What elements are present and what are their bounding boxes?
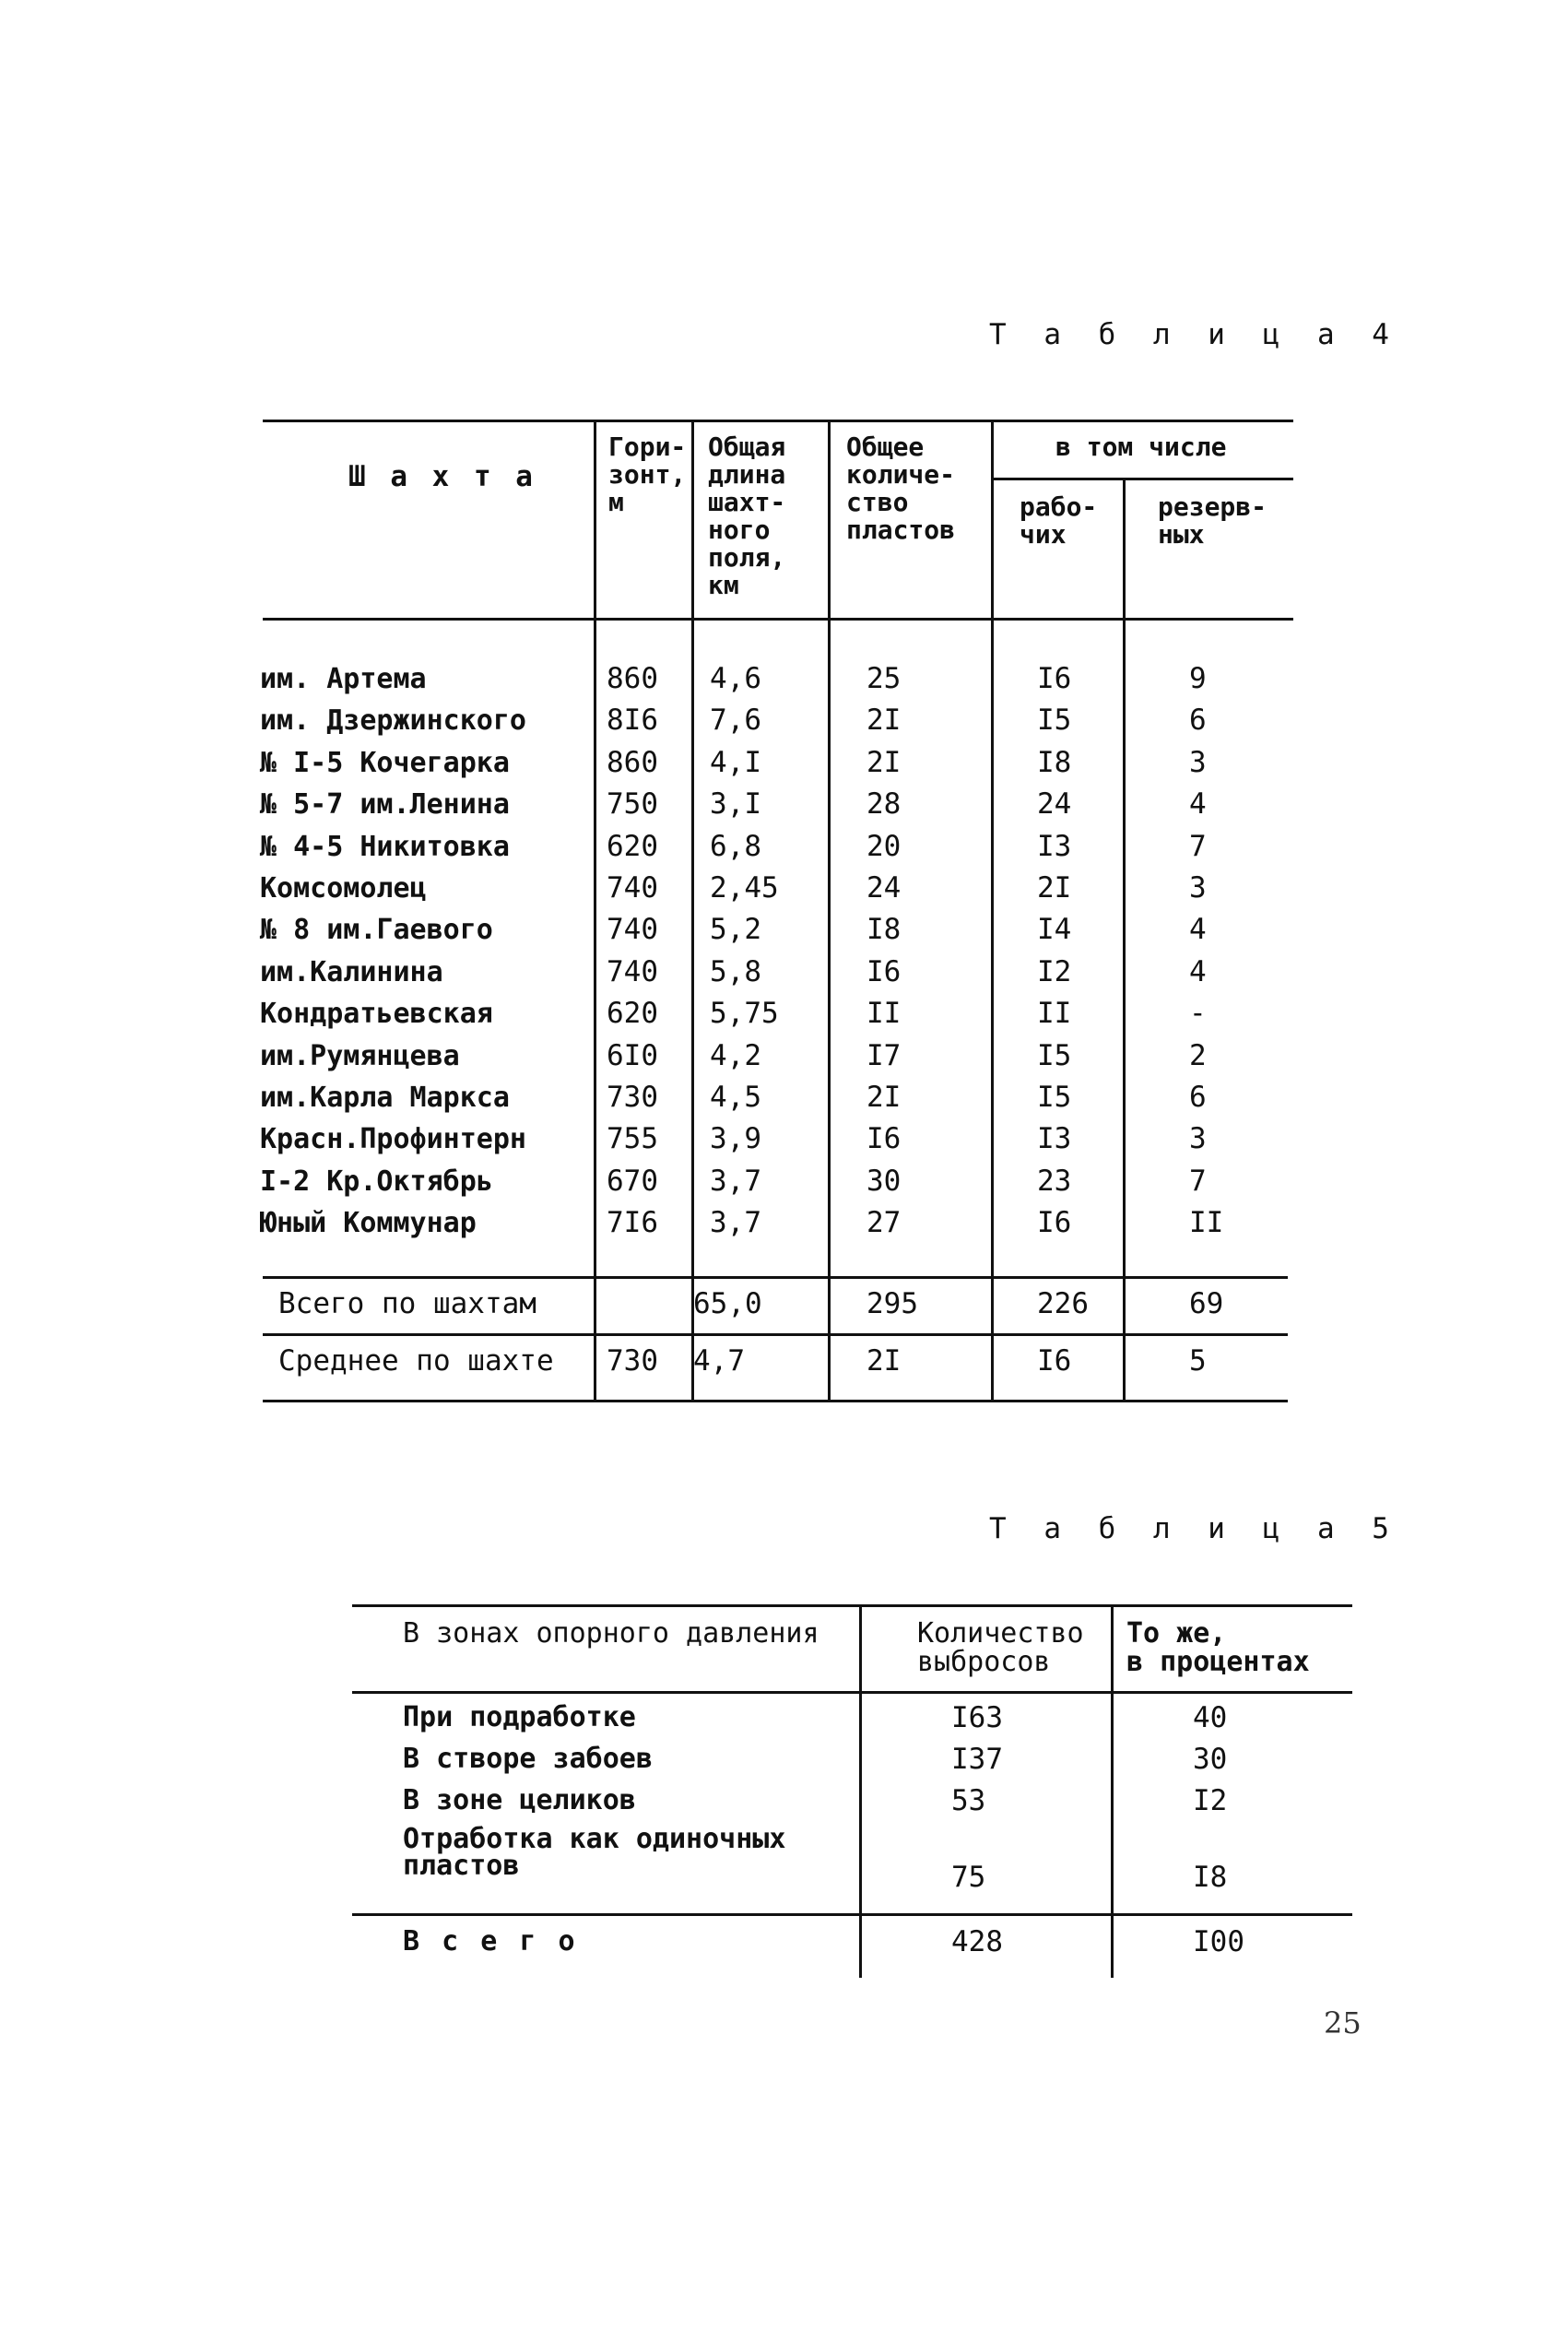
t4-row-total: 2I [867,704,902,738]
t4-row-total: I8 [867,913,902,947]
t4-row-length: 4,6 [710,662,761,695]
t4-row-horizon: 730 [607,1081,658,1114]
t4-summary-length: 4,7 [693,1344,745,1378]
t4-summary-mine: Среднее по шахте [278,1344,554,1378]
t4-row-length: 3,7 [710,1206,761,1240]
t4-row-working: I2 [1037,954,1072,988]
t4-row-mine: им. Артема [260,663,427,695]
t4-row-mine: № 4-5 Никитовка [260,830,510,863]
t4-row-mine: Красн.Профинтерн [260,1123,526,1156]
t4-row-length: 5,2 [710,913,761,947]
t4-row-total: 25 [867,662,902,695]
t4-row-working: 24 [1037,787,1072,822]
t4-header-reserve: резерв- ных [1158,491,1267,550]
t4-row-reserve: - [1189,997,1207,1031]
t4-row-reserve: 3 [1189,871,1207,905]
t4-row-horizon: 740 [607,954,658,988]
t4-row-horizon: 740 [607,913,658,947]
t4-row-reserve: 7 [1189,829,1207,863]
t4-row-working: I8 [1037,745,1072,779]
t4-summary-reserve: 69 [1189,1287,1224,1320]
t5-row-percent: 30 [1193,1743,1228,1776]
t4-row-reserve: 2 [1189,1038,1207,1072]
t5-total-top-rule [352,1913,1352,1916]
t4-row-total: 2I [867,1081,902,1114]
t4-row-working: I3 [1037,1122,1072,1156]
t4-summary-total: 295 [867,1287,918,1320]
t4-row-mine: им. Дзержинского [260,704,526,738]
t4-row-horizon: 6I0 [607,1038,658,1072]
t5-row-count: 75 [951,1861,986,1894]
t4-row-working: I3 [1037,829,1072,863]
t4-row-mine: Кондратьевская [260,998,493,1031]
t4-row-length: 3,I [710,787,761,822]
t5-row-count: 53 [951,1784,986,1817]
t4-row-working: II [1037,997,1072,1031]
t4-row-length: 6,8 [710,829,761,863]
t5-total-label: В с е г о [403,1925,578,1957]
t4-row-horizon: 755 [607,1122,658,1156]
t4-row-mine: им.Румянцева [260,1039,460,1072]
t5-row-percent: 40 [1193,1701,1228,1734]
t4-row-total: 30 [867,1164,902,1198]
t4-row-total: 27 [867,1206,902,1240]
t4-row-total: I6 [867,1122,902,1156]
t4-row-reserve: II [1189,1206,1224,1240]
t4-header-including: в том числе [1055,432,1227,462]
t4-row-reserve: 4 [1189,954,1207,988]
t4-row-horizon: 860 [607,745,658,779]
t4-row-horizon: 740 [607,871,658,905]
t4-header-mine: Ш а х т а [348,460,536,493]
t4-row-length: 3,7 [710,1164,761,1198]
t4-row-working: I5 [1037,1081,1072,1114]
t4-row-reserve: 6 [1189,704,1207,738]
t5-header-bottom-rule [352,1691,1352,1694]
t4-summary-horizon: 730 [607,1344,658,1378]
t4-row-reserve: 7 [1189,1164,1207,1198]
t5-row-zone: Отработка как одиночных пластов [403,1823,786,1882]
t5-row-zone: В зоне целиков [403,1784,636,1816]
t4-summary-top-rule [263,1276,1288,1279]
t5-top-rule [352,1604,1352,1607]
t5-row-zone: В створе забоев [403,1743,653,1775]
t4-row-mine: Комсомолец [260,872,427,905]
t4-row-mine: им.Калинина [260,955,443,988]
t4-row-mine: I-2 Кр.Октябрь [260,1165,493,1198]
t4-row-horizon: 7I6 [607,1206,658,1240]
t4-summary-working: 226 [1037,1287,1089,1320]
t4-row-reserve: 4 [1189,913,1207,947]
t4-row-reserve: 3 [1189,745,1207,779]
t5-header-count: Количество выбросов [917,1617,1084,1678]
t4-header-horizon: Гори- зонт, м [608,432,687,517]
t5-row-count: I37 [951,1743,1003,1776]
t5-row-percent: I8 [1193,1861,1228,1894]
t4-subheader-rule [991,478,1293,480]
t4-row-horizon: 620 [607,829,658,863]
t4-summary-total: 2I [867,1344,902,1378]
t4-row-reserve: 6 [1189,1081,1207,1114]
t4-row-mine: № I-5 Кочегарка [260,746,510,779]
t4-row-mine: им.Карла Маркса [260,1082,510,1114]
t4-row-total: 2I [867,745,902,779]
t4-row-horizon: 8I6 [607,704,658,738]
t4-row-horizon: 620 [607,997,658,1031]
page-number: 25 [1324,2005,1362,2040]
t5-total-count: 428 [951,1925,1003,1958]
t4-header-total: Общее количе- ство пластов [846,432,956,545]
t4-top-rule [263,420,1293,422]
t4-row-horizon: 860 [607,662,658,695]
t4-header-length: Общая длина шахт- ного поля, км [708,432,786,600]
t4-row-total: I7 [867,1038,902,1072]
t4-row-horizon: 670 [607,1164,658,1198]
table4-caption: Т а б л и ц а 4 [989,318,1399,351]
t4-row-length: 4,I [710,745,761,779]
t4-row-working: I5 [1037,704,1072,738]
t5-vrule-2 [1111,1605,1114,1978]
t4-vrule-4 [991,420,994,1402]
t5-vrule-1 [859,1605,862,1978]
t4-row-length: 5,75 [710,997,779,1031]
t4-row-length: 7,6 [710,704,761,738]
t4-vrule-5 [1123,479,1126,1402]
t4-row-reserve: 3 [1189,1122,1207,1156]
t5-header-percent: То же, в процентах [1126,1617,1310,1678]
t4-row-length: 2,45 [710,871,779,905]
t4-row-horizon: 750 [607,787,658,822]
t4-bottom-rule [263,1400,1288,1402]
t4-row-working: I6 [1037,662,1072,695]
t4-row-mine: № 8 им.Гаевого [260,914,493,947]
t4-summary-working: I6 [1037,1344,1072,1378]
t4-summary-mid-rule [263,1333,1288,1336]
t4-vrule-1 [594,420,596,1402]
t4-row-length: 5,8 [710,954,761,988]
t4-summary-reserve: 5 [1189,1344,1207,1378]
t4-vrule-3 [828,420,831,1402]
t4-row-working: I4 [1037,913,1072,947]
t4-row-working: I6 [1037,1206,1072,1240]
t5-row-percent: I2 [1193,1784,1228,1817]
t4-row-reserve: 9 [1189,662,1207,695]
t4-row-working: 2I [1037,871,1072,905]
t4-row-working: 23 [1037,1164,1072,1198]
t5-row-count: I63 [951,1701,1003,1734]
t4-summary-mine: Всего по шахтам [278,1287,536,1320]
t4-row-mine: № 5-7 им.Ленина [260,788,510,822]
t5-header-zone: В зонах опорного давления [403,1617,819,1650]
t4-row-total: 28 [867,787,902,822]
t4-summary-length: 65,0 [693,1287,762,1320]
t4-row-total: I6 [867,954,902,988]
table5-caption: Т а б л и ц а 5 [989,1512,1399,1545]
t4-row-total: 20 [867,829,902,863]
t4-header-working: рабо- чих [1020,491,1098,550]
t5-row-zone: При подработке [403,1701,636,1733]
t4-row-length: 4,2 [710,1038,761,1072]
t4-row-length: 3,9 [710,1122,761,1156]
t4-row-reserve: 4 [1189,787,1207,822]
t5-total-percent: I00 [1193,1925,1244,1958]
t4-row-length: 4,5 [710,1081,761,1114]
t4-row-total: II [867,997,902,1031]
t4-row-working: I5 [1037,1038,1072,1072]
t4-header-bottom-rule [263,618,1293,621]
t4-row-mine: Юный Коммунар [260,1207,477,1240]
t4-vrule-2 [691,420,694,1402]
t4-row-total: 24 [867,871,902,905]
